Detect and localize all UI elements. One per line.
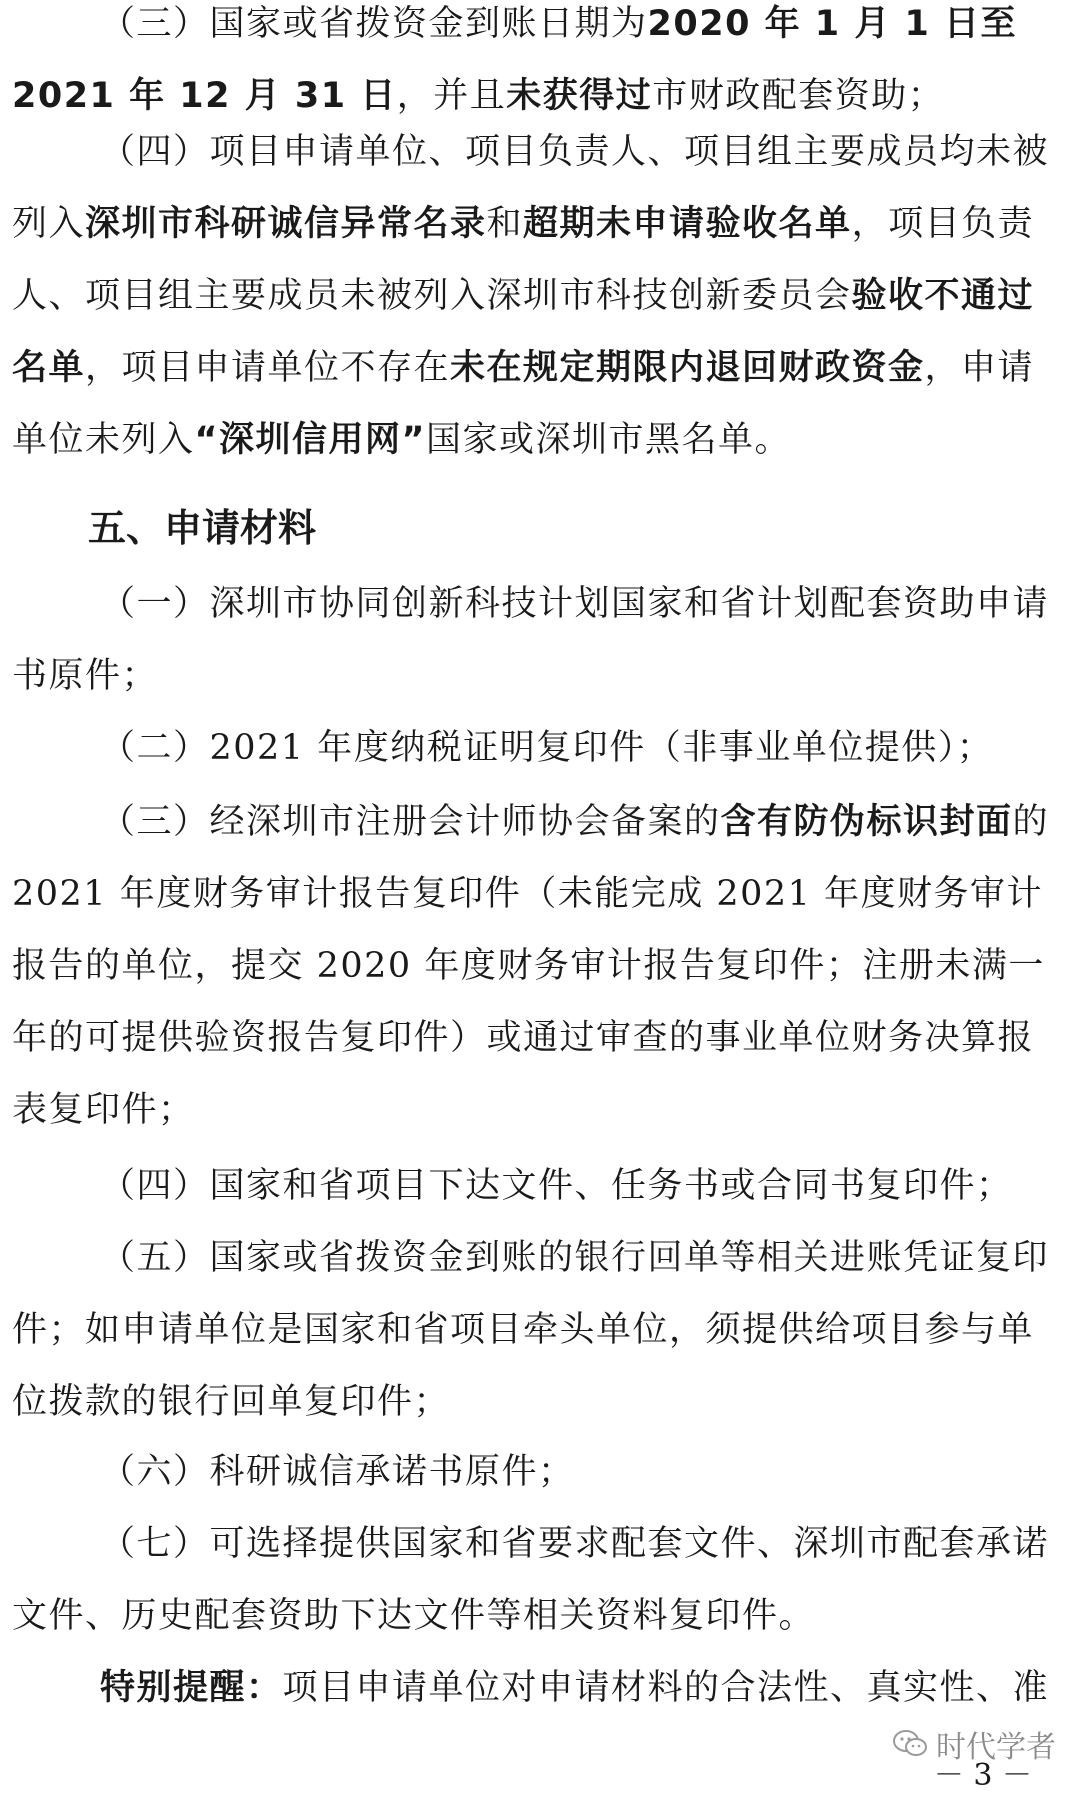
watermark-text: 时代学者 [936, 1730, 1056, 1765]
text: 项目申请单位对申请材料的合法性、真实性、准 [282, 1668, 1050, 1708]
bold-text: 深圳市科研诚信异常名录 [85, 204, 487, 244]
text: 市财政配套资助； [652, 76, 945, 116]
paragraph-item-7: （七）可选择提供国家和省要求配套文件、深圳市配套承诺文件、历史配套资助下达文件等相关资料复印件。 [12, 1524, 1050, 1636]
paragraph-funding-date [12, 0, 1070, 132]
paragraph-item-6: （六）科研诚信承诺书原件； [100, 1452, 575, 1492]
paragraph-special-reminder [12, 1652, 1070, 1724]
text: 的 2021 年度财务审计报告复印件（未能完成 2021 年度财务审计报告的单位，提交 2020 年度财务审计报告复印件；注册未满一年的可提供验资报告复印件）或通过审查的事业单位财务决算报表复印件； [12, 802, 1050, 1130]
paragraph-item-4: （四）国家和省项目下达文件、任务书或合同书复印件； [100, 1166, 1013, 1206]
bold-text: 超期未申请验收名单 [523, 204, 852, 244]
paragraph-item-1: （一）深圳市协同创新科技计划国家和省计划配套资助申请书原件； [12, 584, 1050, 696]
bold-text: 未获得过 [506, 76, 653, 116]
text: （四）项目申请单位、项目负责人、项目组主要成员均未被列入 [12, 132, 1050, 244]
text: ，并且 [396, 76, 507, 116]
bold-text: 2020 年 1 月 1 日至 2021 年 12 月 31 日 [12, 4, 1018, 116]
text: ，项目申请单位不存在 [85, 348, 451, 388]
section-heading: 五、申请材料 [88, 506, 317, 550]
bold-text: “深圳信用网” [194, 420, 427, 460]
page-number: － 3 － [933, 1758, 1032, 1793]
bold-text: 含有防伪标识封面 [720, 802, 1013, 842]
text: ，项目负责人、项目组主要成员未被列入深圳市科技创新委员会 [12, 204, 1035, 316]
paragraph-credit-requirements [12, 116, 1070, 476]
text: （三）国家或省拨资金到账日期为 [100, 4, 648, 44]
paragraph-item-5: （五）国家或省拨资金到账的银行回单等相关进账凭证复印件；如申请单位是国家和省项目牵头单位，须提供给项目参与单位拨款的银行回单复印件； [12, 1238, 1050, 1422]
text: 国家或深圳市黑名单。 [426, 420, 792, 460]
bold-text: 验收不通过名单 [12, 276, 1035, 388]
bold-text: 未在规定期限内退回财政资金 [450, 348, 925, 388]
text: 和 [486, 204, 524, 244]
bold-text: 特别提醒： [100, 1668, 283, 1708]
paragraph-item-3 [12, 786, 1070, 1146]
paragraph-item-2: （二）2021 年度纳税证明复印件（非事业单位提供）； [100, 728, 994, 768]
wechat-icon [892, 1729, 928, 1759]
text: （三）经深圳市注册会计师协会备案的 [100, 802, 721, 842]
text: ，申请单位未列入 [12, 348, 1035, 460]
